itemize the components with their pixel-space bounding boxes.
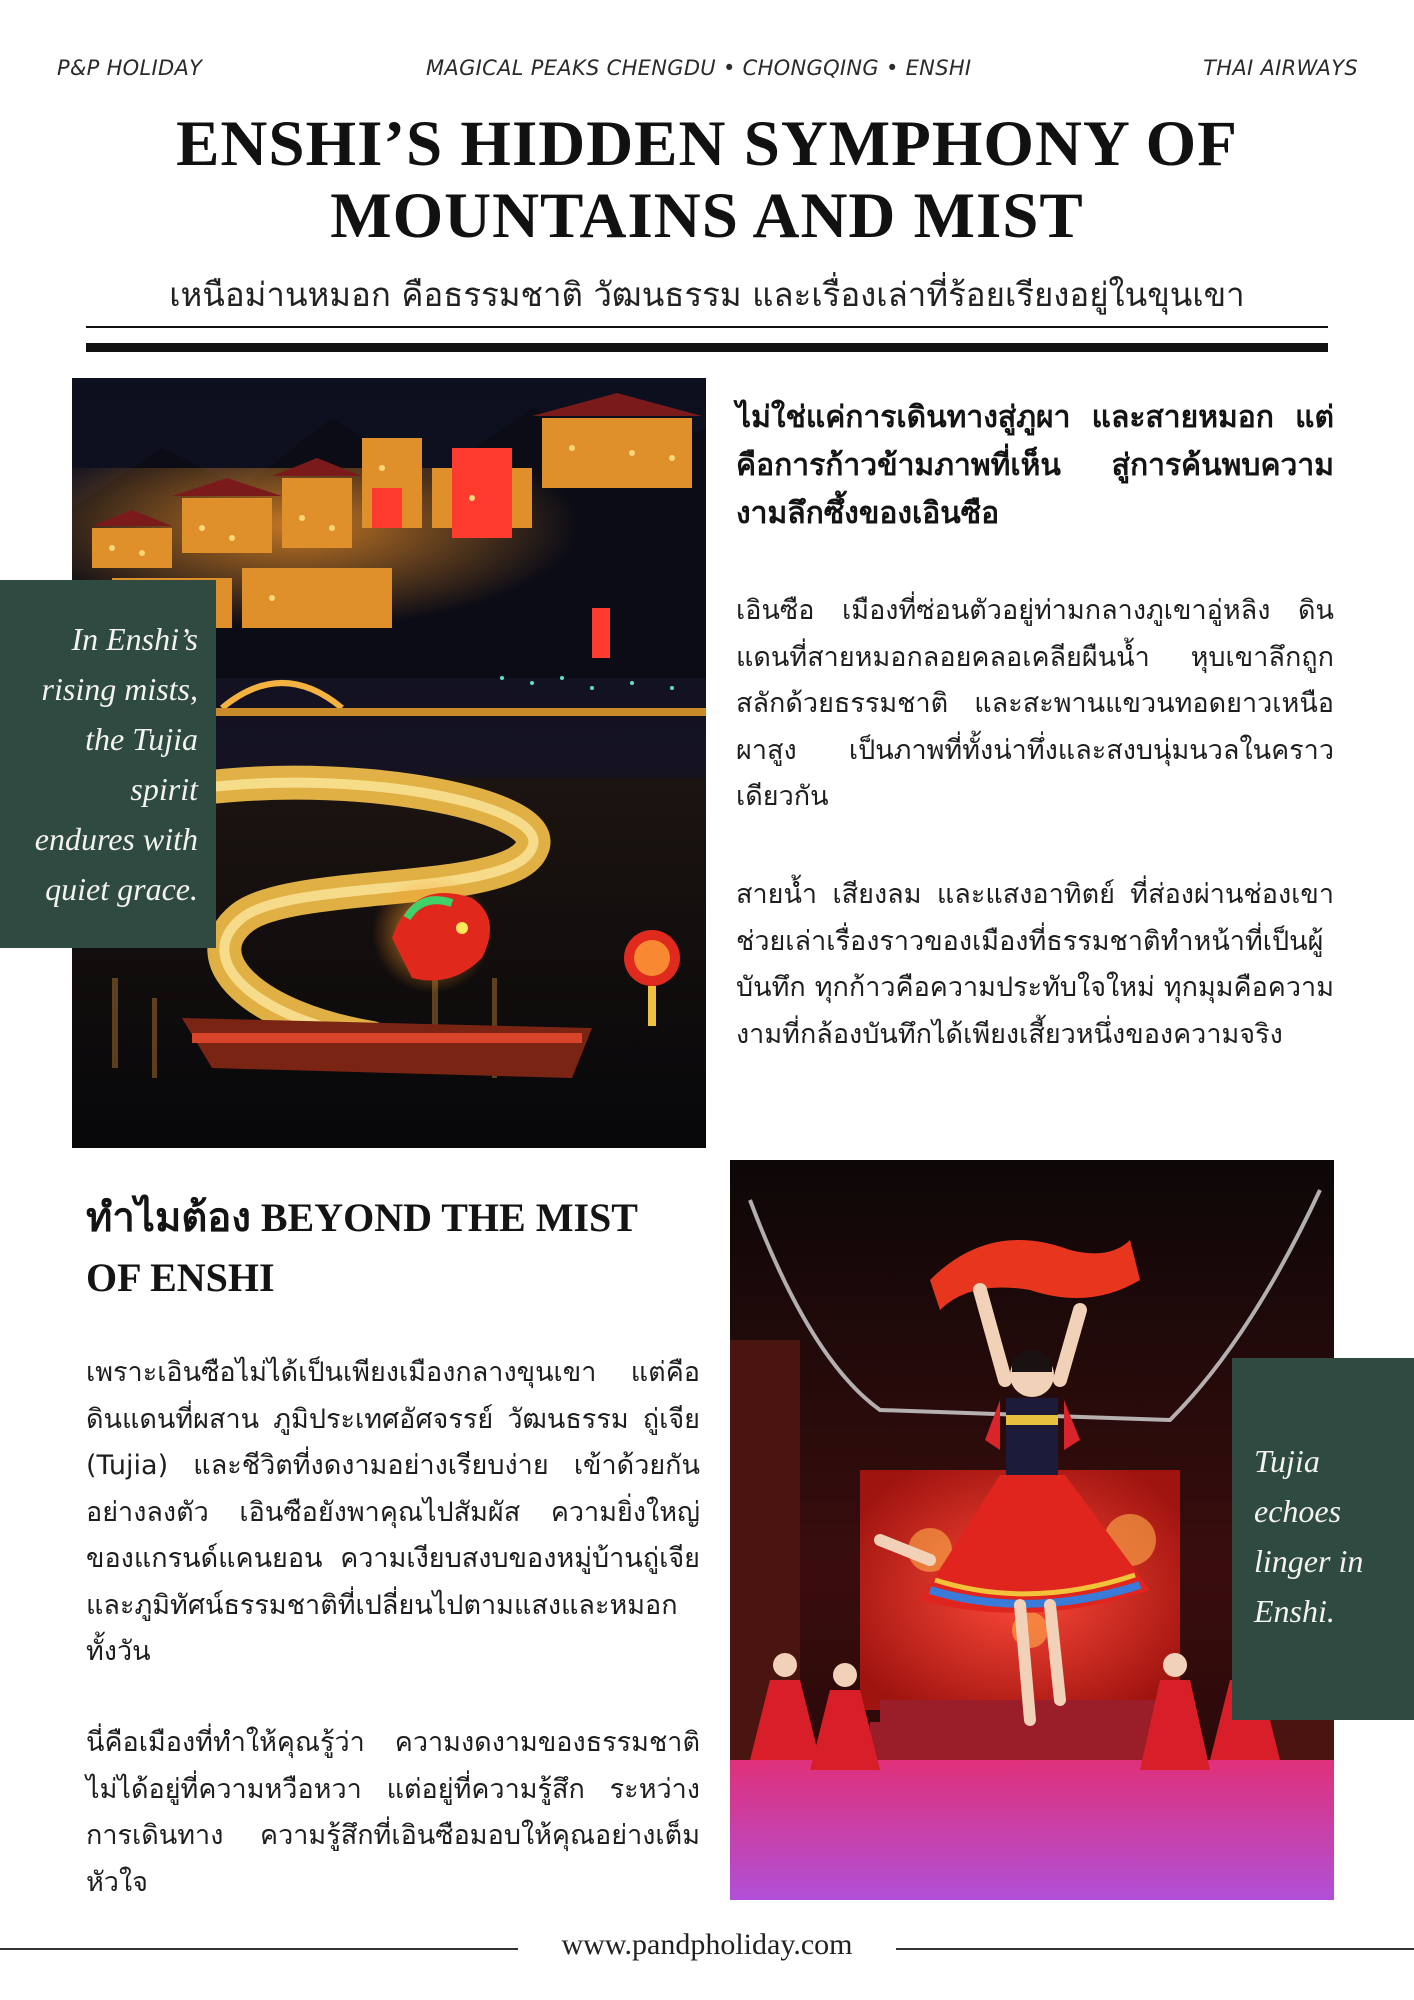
quote-line: Enshi. — [1254, 1593, 1335, 1629]
section2-heading-line-2: OF ENSHI — [86, 1255, 275, 1300]
section1-paragraph-1: เอินซือ เมืองที่ซ่อนตัวอยู่ท่ามกลางภูเขาอู่หลิง ดินแดนที่สายหมอกลอยคลอเคลียผืนน้ำ หุบเขาลึกถูกสลักด้วยธรรมชาติ และสะพานแขวนทอดยาวเหนือผาสูง เป็นภาพที่ทั้งน่าทึ่งและสงบนุ่มนวลในคราวเดียวกัน — [736, 595, 1334, 812]
section1-lead: ไม่ใช่แค่การเดินทางสู่ภูผา และสายหมอก แต่คือการก้าวข้ามภาพที่เห็น สู่การค้นพบความงามลึกซึ้งของเอินซือ — [736, 400, 1334, 531]
section2-heading-line-1: ทำไมต้อง BEYOND THE MIST — [86, 1195, 638, 1240]
section2-paragraph-2: นี่คือเมืองที่ทำให้คุณรู้ว่า ความงดงามของธรรมชาติไม่ได้อยู่ที่ความหวือหวา แต่อยู่ที่ความรู้สึก ระหว่างการเดินทาง ความรู้สึกที่เอินซือมอบให้คุณอย่างเต็มหัวใจ — [86, 1727, 700, 1898]
quote-line: linger in — [1254, 1543, 1364, 1579]
section1-paragraph-2: สายน้ำ เสียงลม และแสงอาทิตย์ ที่ส่องผ่านช่องเขา ช่วยเล่าเรื่องราวของเมืองที่ธรรมชาติทำหน้าที่เป็นผู้บันทึก ทุกก้าวคือความประทับใจใหม่ ทุกมุมคือความงามที่กล้องบันทึกได้เพียงเสี้ยวหนึ่งของความจริง — [736, 879, 1334, 1050]
quote-line: echoes — [1254, 1493, 1342, 1529]
quote-overlay-tujia-echoes — [1232, 1358, 1414, 1720]
page-title-line-1: ENSHI’S HIDDEN SYMPHONY OF — [176, 108, 1238, 180]
quote-line: In Enshi’s — [71, 621, 198, 657]
quote-line: rising mists, — [41, 671, 198, 707]
title-rule-thick — [86, 343, 1328, 352]
header-airline: THAI AIRWAYS — [1203, 56, 1358, 80]
quote-line: spirit — [130, 771, 198, 807]
quote-line: Tujia — [1254, 1443, 1320, 1479]
section2-heading — [86, 1188, 704, 1308]
quote-line: endures with — [34, 821, 198, 857]
quote-line: the Tujia — [85, 721, 198, 757]
section2-paragraph-1: เพราะเอินซือไม่ได้เป็นเพียงเมืองกลางขุนเขา แต่คือดินแดนที่ผสาน ภูมิประเทศอัศจรรย์ วัฒนธรรม ถู่เจีย (Tujia) และชีวิตที่งดงามอย่างเรียบง่าย เข้าด้วยกันอย่างลงตัว เอินซือยังพาคุณไปสัมผัส ความยิ่งใหญ่ของแกรนด์แคนยอน ความเงียบสงบของหมู่บ้านถู่เจีย และภูมิทัศน์ธรรมชาติที่เปลี่ยนไปตามแสงและหมอกทั้งวัน — [86, 1357, 700, 1667]
page-title-line-2: MOUNTAINS AND MIST — [330, 180, 1084, 252]
title-rule-thin — [86, 326, 1328, 328]
header-brand: P&P HOLIDAY — [57, 56, 203, 80]
page-title — [0, 108, 1414, 252]
quote-overlay-enshi-mists — [0, 580, 216, 948]
page-subtitle: เหนือม่านหมอก คือธรรมชาติ วัฒนธรรม และเรื่องเล่าที่ร้อยเรียงอยู่ในขุนเขา — [169, 275, 1245, 314]
quote-line: quiet grace. — [45, 871, 198, 907]
header-route: MAGICAL PEAKS CHENGDU • CHONGQING • ENSHI — [426, 56, 972, 80]
footer-website-link[interactable]: www.pandpholiday.com — [561, 1928, 853, 1961]
